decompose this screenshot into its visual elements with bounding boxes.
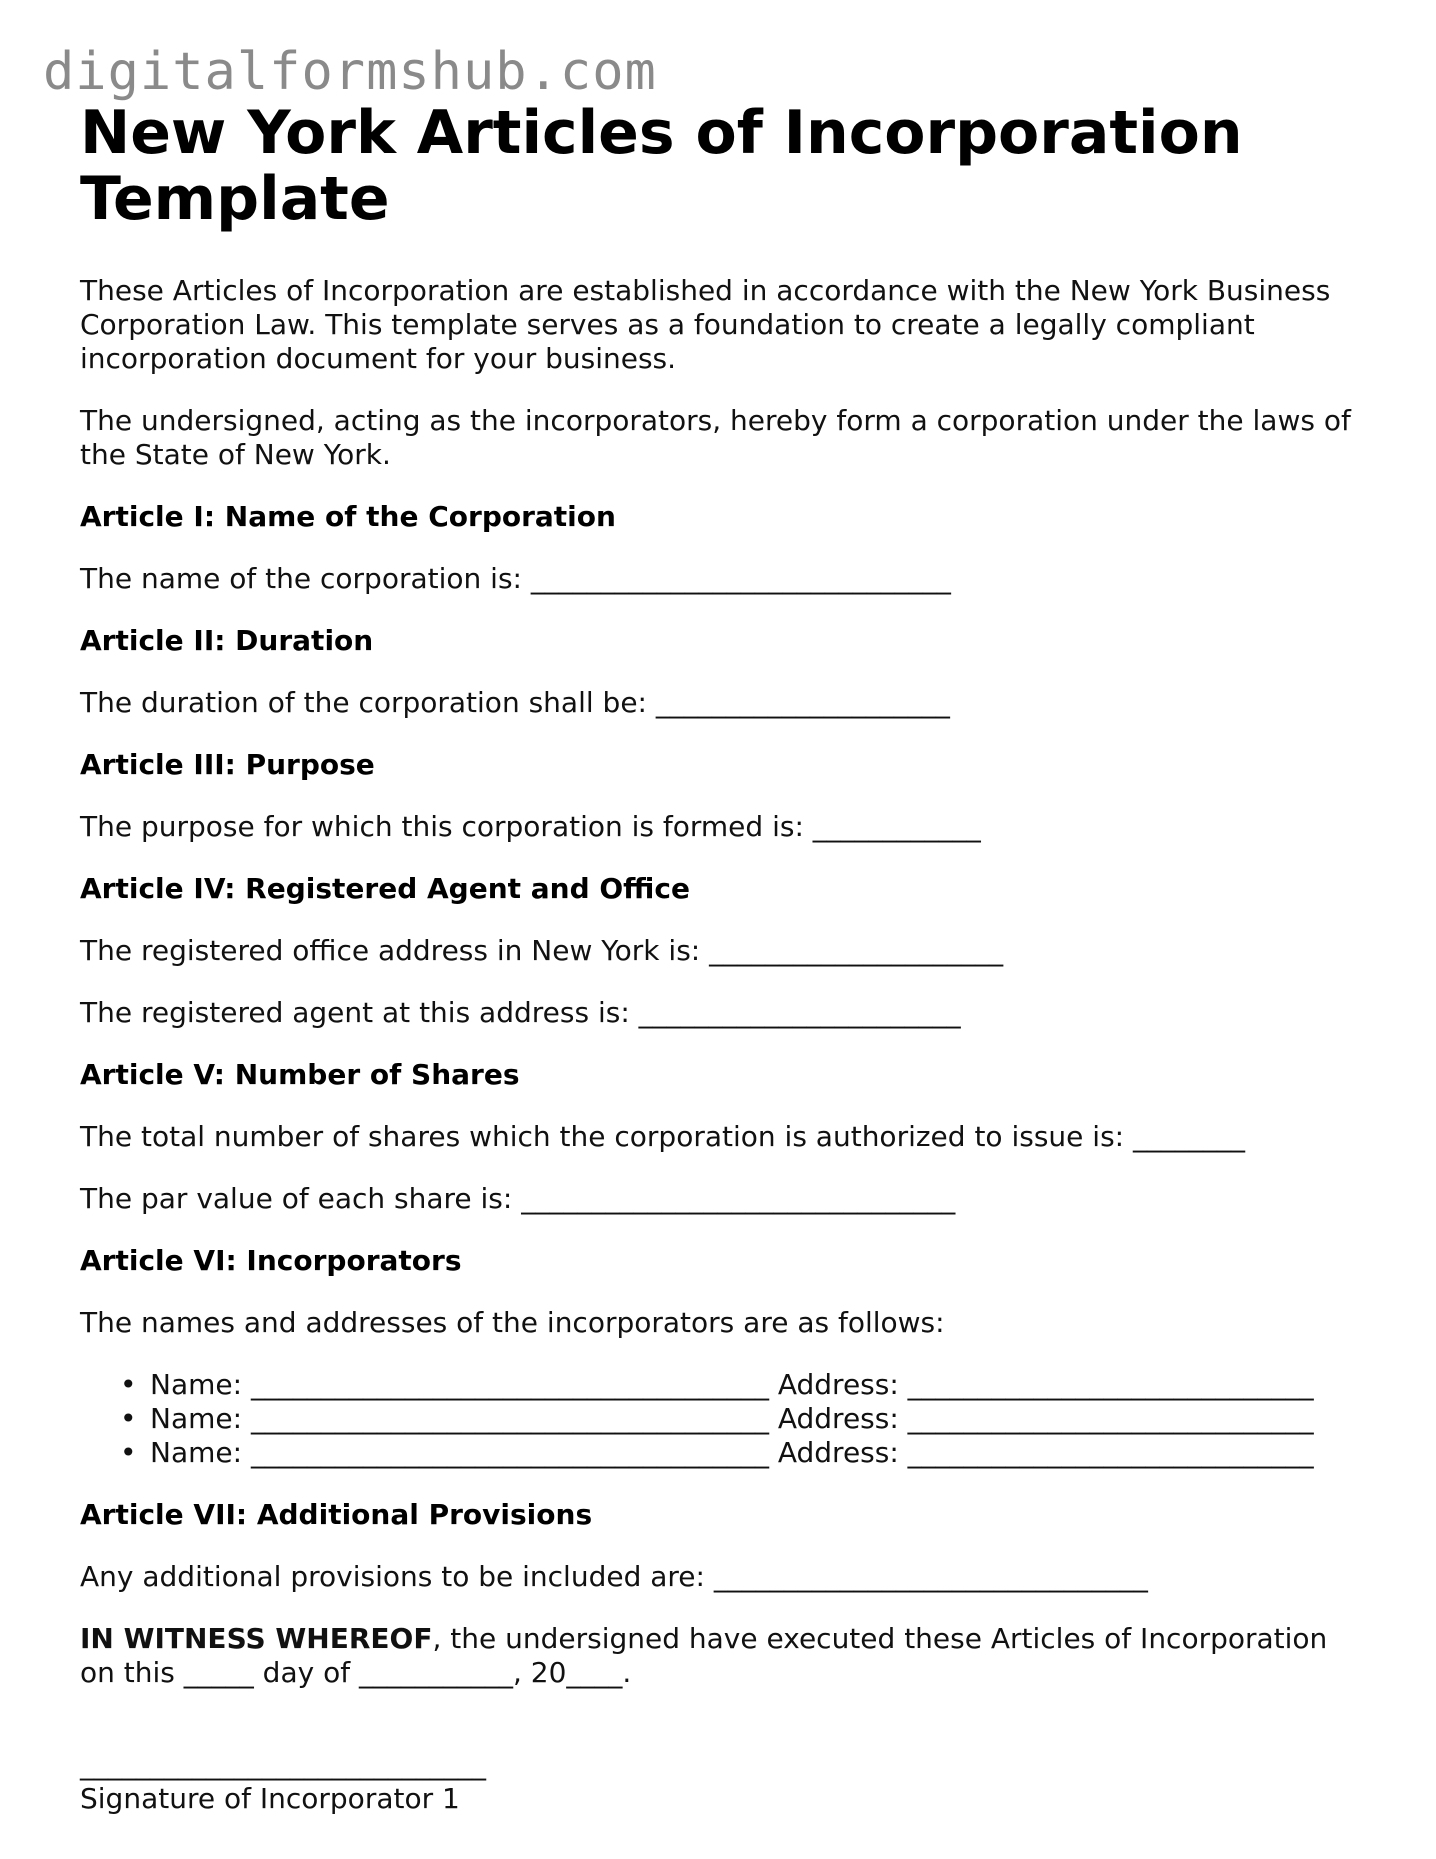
- additional-provisions-field: Any additional provisions to be included are: _______________________________: [80, 1560, 1148, 1593]
- witness-lead: IN WITNESS WHEREOF: [80, 1622, 433, 1655]
- authorized-shares-field: The total number of shares which the corporation is authorized to issue is: ________: [80, 1120, 1245, 1153]
- duration-field: The duration of the corporation shall be: _____________________: [80, 686, 950, 719]
- article-3-heading: Article III: Purpose: [80, 748, 375, 781]
- article-2-heading: Article II: Duration: [80, 624, 374, 657]
- incorporators-list: [80, 1368, 1370, 1470]
- signature-label: Signature of Incorporator 1: [80, 1782, 460, 1815]
- incorporator-entry: [120, 1402, 1370, 1436]
- registered-agent-field: The registered agent at this address is: _______________________: [80, 996, 961, 1029]
- incorporator-entry: [120, 1368, 1370, 1402]
- incorporator-entry: [120, 1436, 1370, 1470]
- incorporators-intro: The names and addresses of the incorporators are as follows:: [80, 1306, 945, 1339]
- article-6-heading: Article VI: Incorporators: [80, 1244, 462, 1277]
- intro-paragraph: These Articles of Incorporation are established in accordance with the New York Business Corporation Law. This template serves as a foundation to create a legally compliant incorporation document for your business.: [80, 274, 1331, 375]
- witness-text: , the undersigned have executed these Articles of Incorporation on this _____ day of ___________, 20____.: [80, 1622, 1328, 1689]
- article-4-heading: Article IV: Registered Agent and Office: [80, 872, 690, 905]
- signature-block: [80, 1748, 1370, 1816]
- bullet-icon: •: [120, 1436, 137, 1469]
- bullet-icon: •: [120, 1368, 137, 1401]
- document-title: New York Articles of Incorporation Template: [80, 98, 1243, 234]
- incorporator-entry-text: Name: _____________________________________ Address: _____________________________: [150, 1368, 1314, 1401]
- article-1-heading: Article I: Name of the Corporation: [80, 500, 616, 533]
- article-7-heading: Article VII: Additional Provisions: [80, 1498, 593, 1531]
- par-value-field: The par value of each share is: _______________________________: [80, 1182, 956, 1215]
- signature-line: _____________________________: [80, 1748, 486, 1781]
- document-body: [80, 100, 1370, 1816]
- incorporator-entry-text: Name: _____________________________________ Address: _____________________________: [150, 1402, 1314, 1435]
- corporation-name-field: The name of the corporation is: ______________________________: [80, 562, 951, 595]
- registered-office-field: The registered office address in New York is: _____________________: [80, 934, 1004, 967]
- purpose-field: The purpose for which this corporation is formed is: ____________: [80, 810, 981, 843]
- article-5-heading: Article V: Number of Shares: [80, 1058, 520, 1091]
- witness-paragraph: [80, 1622, 1370, 1690]
- incorporator-entry-text: Name: _____________________________________ Address: _____________________________: [150, 1436, 1314, 1469]
- bullet-icon: •: [120, 1402, 137, 1435]
- preamble-paragraph: The undersigned, acting as the incorporators, hereby form a corporation under the laws of the State of New York.: [80, 404, 1351, 471]
- watermark: digitalformshub.com: [43, 42, 657, 102]
